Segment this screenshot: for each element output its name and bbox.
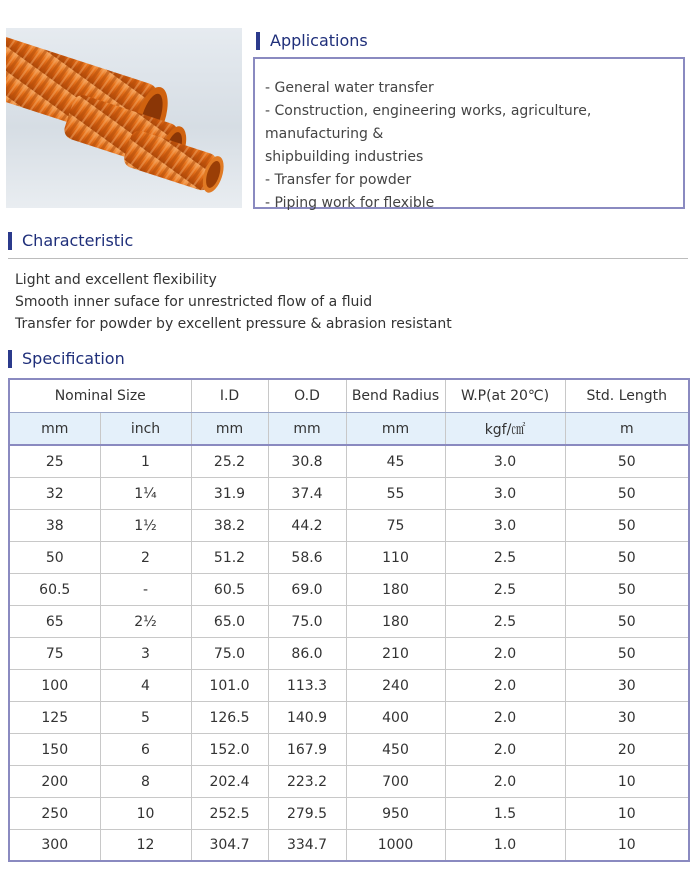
table-cell: 75	[9, 638, 100, 670]
table-cell: 1¼	[100, 478, 191, 510]
table-cell: 223.2	[268, 766, 346, 798]
applications-line: - Construction, engineering works, agriculture, manufacturing &	[265, 103, 592, 142]
table-cell: 30	[565, 670, 689, 702]
characteristic-line: Transfer for powder by excellent pressure & abrasion resistant	[15, 316, 452, 332]
table-row	[9, 478, 689, 510]
characteristic-list	[15, 269, 452, 335]
table-cell: 30	[565, 702, 689, 734]
column-header: W.P(at 20℃)	[445, 379, 565, 413]
hose-illustration	[6, 28, 242, 208]
unit-cell: mm	[346, 413, 445, 446]
unit-cell: kgf/㎠	[445, 413, 565, 446]
table-cell: 1.0	[445, 830, 565, 862]
table-cell: 45	[346, 445, 445, 478]
table-cell: 2½	[100, 606, 191, 638]
heading-bar	[256, 32, 260, 50]
specification-heading	[8, 349, 125, 368]
table-cell: 50	[565, 445, 689, 478]
table-row	[9, 670, 689, 702]
table-cell: 450	[346, 734, 445, 766]
table-cell: 167.9	[268, 734, 346, 766]
characteristic-heading	[8, 231, 133, 250]
table-cell: 2.0	[445, 766, 565, 798]
table-row	[9, 606, 689, 638]
table-cell: 10	[565, 766, 689, 798]
table-row	[9, 766, 689, 798]
table-cell: 400	[346, 702, 445, 734]
table-row	[9, 830, 689, 862]
table-cell: 44.2	[268, 510, 346, 542]
table-row	[9, 542, 689, 574]
table-cell: 38	[9, 510, 100, 542]
table-cell: 12	[100, 830, 191, 862]
table-cell: 250	[9, 798, 100, 830]
unit-cell: mm	[268, 413, 346, 446]
unit-cell: inch	[100, 413, 191, 446]
table-cell: 2.5	[445, 574, 565, 606]
table-cell: 1½	[100, 510, 191, 542]
table-cell: 1.5	[445, 798, 565, 830]
table-cell: 86.0	[268, 638, 346, 670]
table-cell: -	[100, 574, 191, 606]
product-image	[6, 28, 242, 208]
table-row	[9, 510, 689, 542]
table-cell: 50	[9, 542, 100, 574]
column-header: O.D	[268, 379, 346, 413]
table-cell: 202.4	[191, 766, 268, 798]
table-cell: 950	[346, 798, 445, 830]
table-cell: 50	[565, 542, 689, 574]
table-cell: 10	[100, 798, 191, 830]
characteristic-line: Smooth inner suface for unrestricted flow of a fluid	[15, 294, 373, 310]
table-cell: 30.8	[268, 445, 346, 478]
table-row	[9, 445, 689, 478]
table-cell: 38.2	[191, 510, 268, 542]
table-cell: 200	[9, 766, 100, 798]
table-cell: 5	[100, 702, 191, 734]
table-cell: 75.0	[268, 606, 346, 638]
table-cell: 65	[9, 606, 100, 638]
table-cell: 50	[565, 478, 689, 510]
characteristic-line: Light and excellent flexibility	[15, 272, 217, 288]
unit-cell: m	[565, 413, 689, 446]
table-cell: 10	[565, 830, 689, 862]
table-cell: 25.2	[191, 445, 268, 478]
specification-title: Specification	[22, 349, 125, 368]
table-cell: 180	[346, 574, 445, 606]
applications-line: shipbuilding industries	[265, 149, 424, 165]
column-header: I.D	[191, 379, 268, 413]
table-row	[9, 798, 689, 830]
heading-bar	[8, 232, 12, 250]
table-cell: 3	[100, 638, 191, 670]
section-divider	[8, 258, 688, 259]
table-cell: 75.0	[191, 638, 268, 670]
table-row	[9, 638, 689, 670]
table-cell: 279.5	[268, 798, 346, 830]
table-cell: 100	[9, 670, 100, 702]
table-cell: 50	[565, 574, 689, 606]
table-cell: 60.5	[191, 574, 268, 606]
table-cell: 3.0	[445, 478, 565, 510]
unit-cell: mm	[9, 413, 100, 446]
table-cell: 1000	[346, 830, 445, 862]
table-cell: 58.6	[268, 542, 346, 574]
table-cell: 8	[100, 766, 191, 798]
table-cell: 150	[9, 734, 100, 766]
column-header: Nominal Size	[9, 379, 191, 413]
table-cell: 2.0	[445, 734, 565, 766]
table-cell: 126.5	[191, 702, 268, 734]
table-cell: 32	[9, 478, 100, 510]
table-row	[9, 702, 689, 734]
table-cell: 10	[565, 798, 689, 830]
table-row	[9, 734, 689, 766]
table-cell: 3.0	[445, 445, 565, 478]
table-cell: 240	[346, 670, 445, 702]
table-cell: 20	[565, 734, 689, 766]
column-header: Std. Length	[565, 379, 689, 413]
table-cell: 180	[346, 606, 445, 638]
table-cell: 2.5	[445, 606, 565, 638]
table-header-row	[9, 379, 689, 413]
applications-line: - Piping work for flexible	[265, 195, 435, 211]
table-cell: 2.0	[445, 670, 565, 702]
table-cell: 75	[346, 510, 445, 542]
table-cell: 140.9	[268, 702, 346, 734]
table-cell: 2	[100, 542, 191, 574]
table-cell: 51.2	[191, 542, 268, 574]
table-cell: 152.0	[191, 734, 268, 766]
table-cell: 50	[565, 638, 689, 670]
table-row	[9, 574, 689, 606]
table-cell: 334.7	[268, 830, 346, 862]
applications-line: - Transfer for powder	[265, 172, 412, 188]
table-cell: 700	[346, 766, 445, 798]
applications-heading	[256, 31, 368, 50]
column-header: Bend Radius	[346, 379, 445, 413]
table-cell: 50	[565, 606, 689, 638]
table-cell: 37.4	[268, 478, 346, 510]
heading-bar	[8, 350, 12, 368]
table-body	[9, 445, 689, 861]
table-cell: 2.0	[445, 702, 565, 734]
table-cell: 2.0	[445, 638, 565, 670]
table-cell: 31.9	[191, 478, 268, 510]
characteristic-title: Characteristic	[22, 231, 134, 250]
table-cell: 304.7	[191, 830, 268, 862]
unit-row	[9, 413, 689, 446]
specification-table	[8, 378, 690, 862]
applications-line: - General water transfer	[265, 80, 434, 96]
table-cell: 50	[565, 510, 689, 542]
table-cell: 101.0	[191, 670, 268, 702]
table-cell: 252.5	[191, 798, 268, 830]
applications-title: Applications	[270, 31, 368, 50]
table-cell: 2.5	[445, 542, 565, 574]
table-cell: 3.0	[445, 510, 565, 542]
table-cell: 1	[100, 445, 191, 478]
table-cell: 113.3	[268, 670, 346, 702]
table-cell: 210	[346, 638, 445, 670]
table-cell: 110	[346, 542, 445, 574]
table-cell: 4	[100, 670, 191, 702]
table-cell: 300	[9, 830, 100, 862]
table-cell: 60.5	[9, 574, 100, 606]
table-cell: 55	[346, 478, 445, 510]
table-cell: 69.0	[268, 574, 346, 606]
table-cell: 25	[9, 445, 100, 478]
applications-box	[253, 57, 685, 209]
unit-cell: mm	[191, 413, 268, 446]
table-cell: 125	[9, 702, 100, 734]
table-cell: 6	[100, 734, 191, 766]
table-cell: 65.0	[191, 606, 268, 638]
